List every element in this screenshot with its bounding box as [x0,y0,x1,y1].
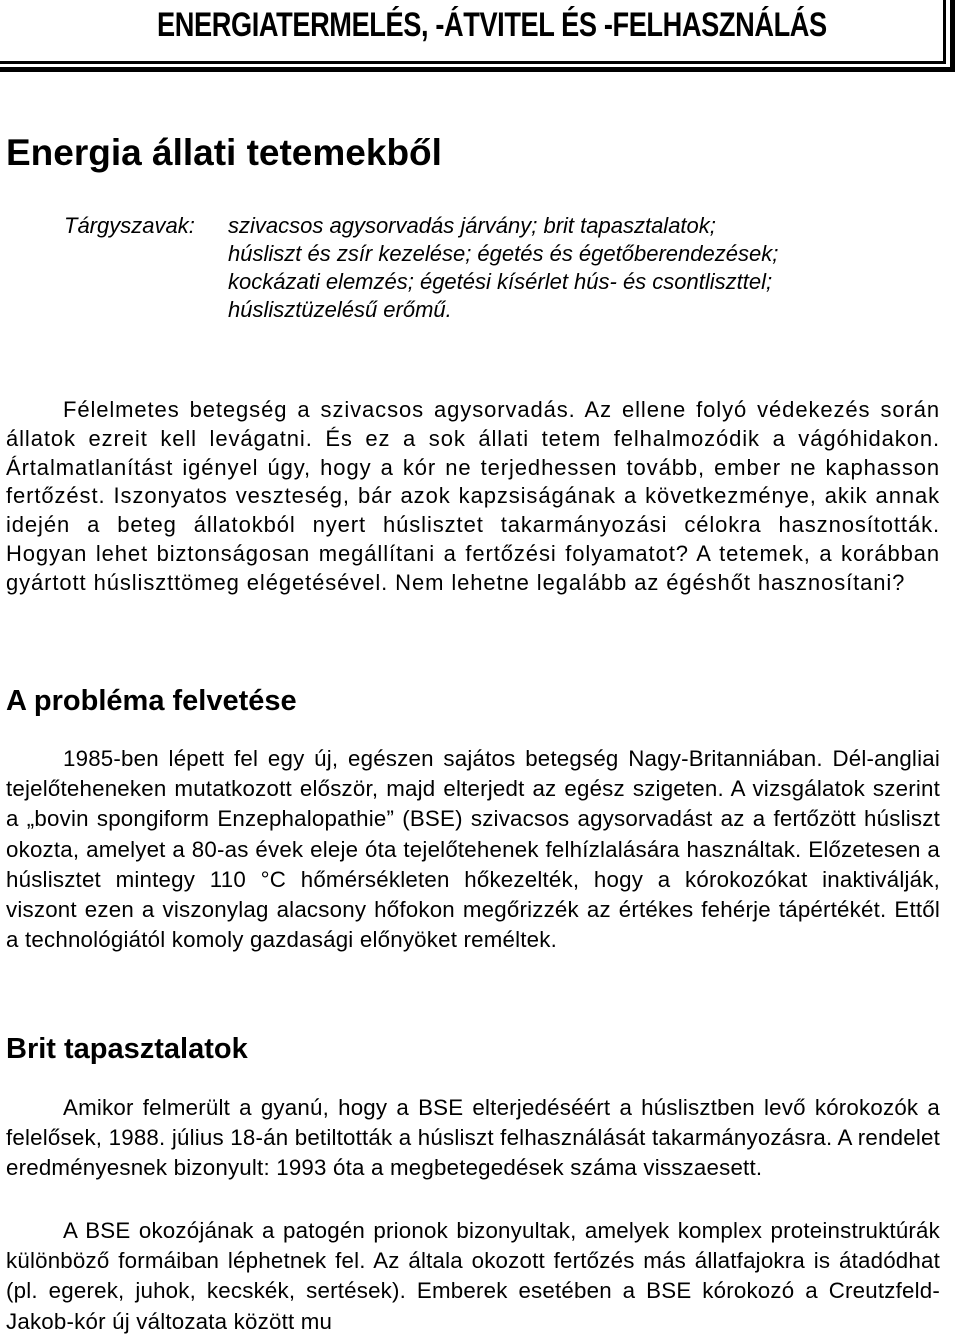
header-rule-vertical-thick [950,0,955,72]
header-rule-vertical-thin [943,0,946,64]
header-rule-thick [0,67,950,72]
body-paragraph: 1985-ben lépett fel egy új, egészen sajátos betegség Nagy-Britanniában. Dél-angliai tejelőteheneken mutatkozott először, majd elterjedt az egész szigeten. A vizsgálatok szerint a „bovin spongiform Enzephalopathie” (BSE) szivacsos agysorvadást az a fertőzött húsliszt okozta, amelyet a 80-as évek eleje óta tejelőtehenek felhízlalására használtak. Előzetesen a húslisztet mintegy 110 °C hőmérsékleten hőkezelték, hogy a kórokozókat inaktiválják, viszont ezen a viszonylag alacsony hőfokon megőrizzék az értékes fehérje tápértékét. Ettől a technológiától komoly gazdasági előnyöket reméltek. [6,746,940,953]
keywords-list [228,212,944,324]
body-paragraph: Amikor felmerült a gyanú, hogy a BSE elterjedéséért a húslisztben levő kórokozók a felelősek, 1988. július 18-án betiltották a húsliszt felhasználását takarmányozásra. A rendelet eredményesnek bizonyult: 1993 óta a megbetegedések száma visszaesett. [6,1095,940,1181]
section-heading: A probléma felvetése [6,685,297,717]
keyword-line: húslisztüzelésű erőmű. [228,297,452,322]
body-paragraph: A BSE okozójának a patogén prionok bizonyultak, amelyek komplex proteinstruktúrák különböző formáiban léphetnek fel. Az általa okozott fertőzés más állatfajokra is átadódhat (pl. egerek, juhok, kecskék, sertések). Emberek esetében a BSE kórokozó a Creutzfeld-Jakob-kór új változata között mu [6,1218,940,1334]
keyword-line: szivacsos agysorvadás járvány; brit tapasztalatok; [228,213,716,238]
section-heading: Brit tapasztalatok [6,1033,248,1065]
article-title: Energia állati tetemekből [6,132,442,173]
keywords-label: Tárgyszavak: [64,213,195,238]
running-title: ENERGIATERMELÉS, -ÁTVITEL ÉS -FELHASZNÁLÁS [157,6,827,44]
running-header [0,0,960,76]
header-rule-thin [0,61,946,64]
keyword-line: húsliszt és zsír kezelése; égetés és égetőberendezések; [228,241,779,266]
keyword-line: kockázati elemzés; égetési kísérlet hús- és csontliszttel; [228,269,773,294]
lead-paragraph: Félelmetes betegség a szivacsos agysorvadás. Az ellene folyó védekezés során állatok ezreit kell levágatni. És ez a sok állati tetem felhalmozódik a vágóhidakon. Ártalmatlanítást igényel úgy, hogy a kór ne terjedhessen tovább, ember ne kaphasson fertőzést. Iszonyatos veszteség, bár azok kapzsiságának a következménye, akik annak idején a beteg állatokból nyert húslisztet takarmányozási célokra hasznosították. Hogyan lehet biztonságosan megállítani a fertőzési folyamatot? A tetemek, a korábban gyártott húsliszttömeg elégetésével. Nem lehetne legalább az égéshőt hasznosítani? [6,397,940,595]
